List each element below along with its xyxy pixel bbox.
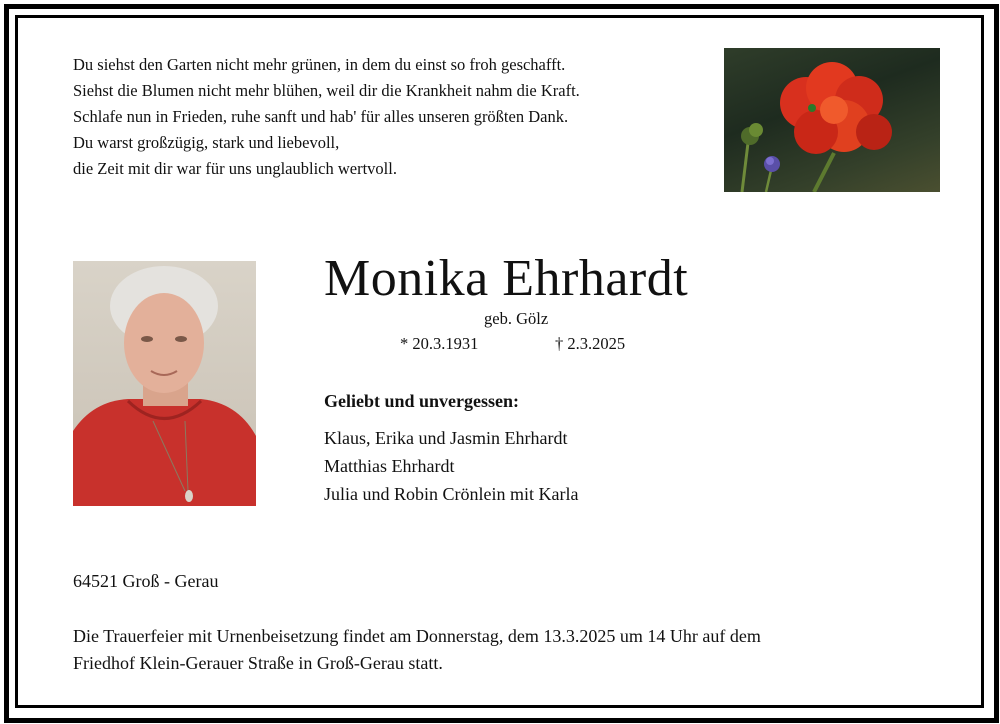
mourner-line: Julia und Robin Crönlein mit Karla bbox=[324, 484, 579, 504]
poem bbox=[73, 52, 580, 182]
birth-date: * 20.3.1931 bbox=[400, 334, 479, 353]
poem-line: Du warst großzügig, stark und liebevoll, bbox=[73, 133, 340, 152]
ceremony-line: Die Trauerfeier mit Urnenbeisetzung findet am Donnerstag, dem 13.3.2025 um 14 Uhr auf dem bbox=[73, 626, 761, 646]
mourner-line: Klaus, Erika und Jasmin Ehrhardt bbox=[324, 428, 568, 448]
geranium-icon bbox=[724, 48, 940, 192]
death-date: † 2.3.2025 bbox=[555, 334, 626, 353]
maiden-name: geb. Gölz bbox=[484, 309, 549, 328]
mourner-line: Matthias Ehrhardt bbox=[324, 456, 455, 476]
poem-line: Du siehst den Garten nicht mehr grünen, in dem du einst so froh geschafft. bbox=[73, 55, 566, 74]
deceased-name: Monika Ehrhardt bbox=[324, 250, 689, 307]
portrait-photo bbox=[73, 261, 256, 506]
mourners-list bbox=[324, 424, 578, 508]
ceremony-notice bbox=[73, 623, 761, 677]
flower-photo bbox=[724, 48, 940, 192]
mourners-heading: Geliebt und unvergessen: bbox=[324, 391, 520, 411]
poem-line: die Zeit mit dir war für uns unglaublich wertvoll. bbox=[73, 159, 397, 178]
portrait-icon bbox=[73, 261, 256, 506]
poem-line: Siehst die Blumen nicht mehr blühen, weil dir die Krankheit nahm die Kraft. bbox=[73, 81, 580, 100]
poem-line: Schlafe nun in Frieden, ruhe sanft und hab' für alles unseren größten Dank. bbox=[73, 107, 569, 126]
place: 64521 Groß - Gerau bbox=[73, 571, 219, 591]
ceremony-line: Friedhof Klein-Gerauer Straße in Groß-Gerau statt. bbox=[73, 653, 443, 673]
